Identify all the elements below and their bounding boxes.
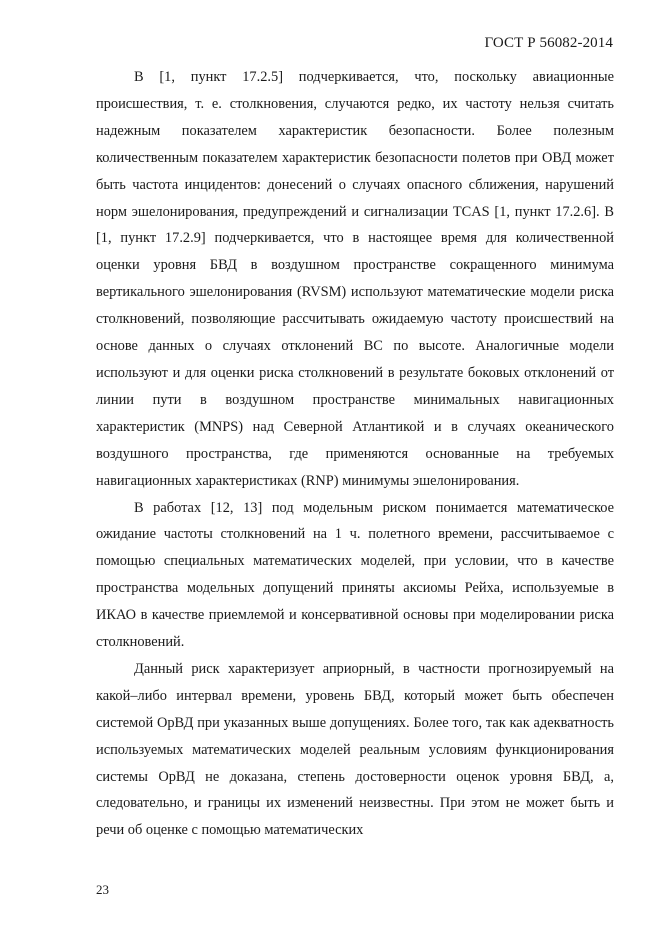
paragraph-2: В работах [12, 13] под модельным риском понимается математическое ожидание частоты столкновений на 1 ч. полетного времени, рассчитываемое с помощью специальных математических моделей, при условии, что в качестве пространства модельных допущений приняты аксиомы Рейха, используемые в ИКАО в качестве приемлемой и консервативной основы при моделировании риска столкновений. [96,499,614,651]
page-number: 23 [96,882,109,897]
paragraph-3: Данный риск характеризует априорный, в частности прогнозируемый на какой–либо интервал времени, уровень БВД, который может быть обеспечен системой ОрВД при указанных выше допущениях. Более того, так как адекватность используемых математических моделей реальным условиям функционирования системы ОрВД не доказана, степень достоверности оценок уровня БВД, а, следовательно, и границы их изменений неизвестны. При этом не может быть и речи об оценке с помощью математических [96,660,614,839]
page-body [96,64,614,844]
document-header: ГОСТ Р 56082-2014 [484,35,613,51]
paragraph-1: В [1, пункт 17.2.5] подчеркивается, что, поскольку авиационные происшествия, т. е. столкновения, случаются редко, их частоту нельзя считать надежным показателем характеристик безопасности. Более полезным количественным показателем характеристик безопасности полетов при ОВД может быть частота инцидентов: донесений о случаях опасного сближения, нарушений норм эшелонирования, предупреждений и сигнализации TCAS [1, пункт 17.2.6]. В [1, пункт 17.2.9] подчеркивается, что в настоящее время для количественной оценки уровня БВД в воздушном пространстве сокращенного минимума вертикального эшелонирования (RVSM) используют математические модели риска столкновений, позволяющие рассчитывать ожидаемую частоту происшествий на основе данных о случаях отклонений ВС по высоте. Аналогичные модели используют и для оценки риска столкновений в результате боковых отклонений от линии пути в воздушном пространстве минимальных навигационных характеристик (MNPS) над Северной Атлантикой и в случаях океанического воздушного пространства, где применяются основанные на требуемых навигационных характеристиках (RNP) минимумы эшелонирования. [96,69,614,489]
